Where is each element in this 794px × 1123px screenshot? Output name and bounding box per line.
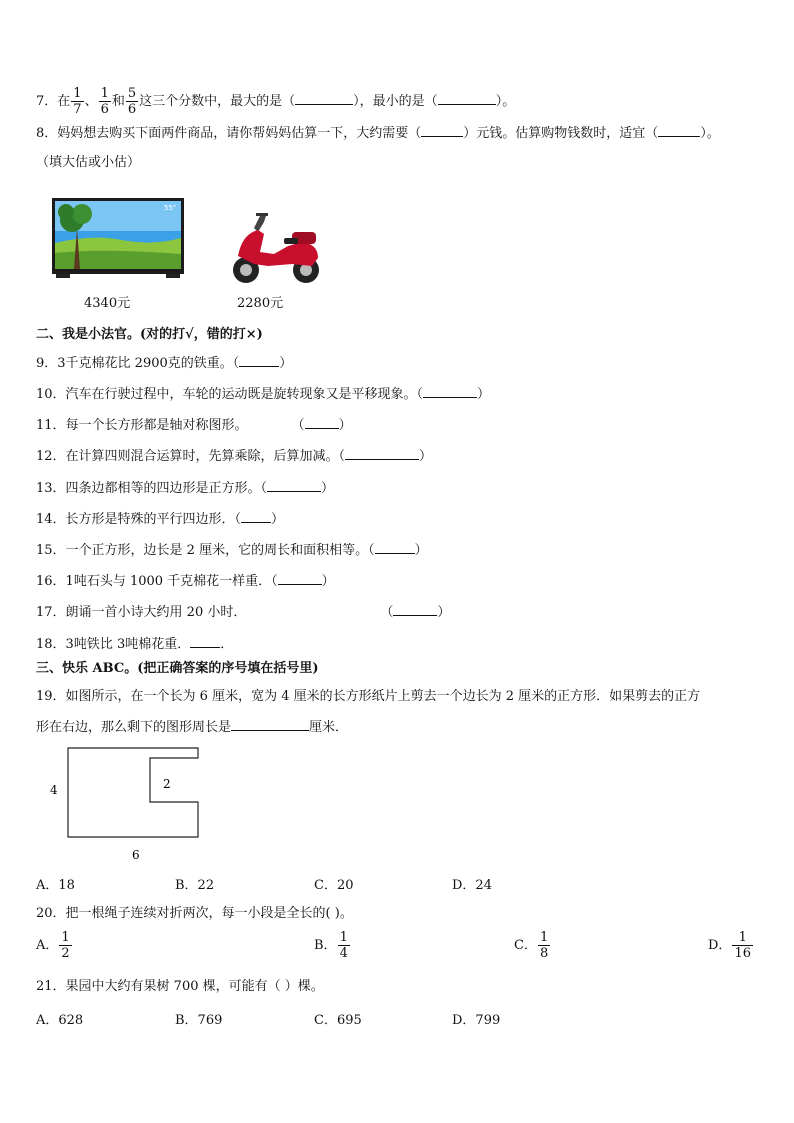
q-text: 15．一个正方形，边长是 2 厘米，它的周长和面积相等。（ — [36, 543, 375, 558]
q-end: ） — [338, 418, 352, 433]
question-18 — [36, 635, 233, 654]
q7-comma: 、 — [84, 94, 98, 109]
question-19: 19．如图所示，在一个长为 6 厘米，宽为 4 厘米的长方形纸片上剪去一个边长为 2 厘米的正方形．如果剪去的正方 — [36, 689, 701, 704]
tv-price: 4340元 — [84, 296, 131, 311]
q-text: 17．朗诵一首小诗大约用 20 小时． — [36, 605, 247, 620]
answer-blank[interactable] — [241, 510, 271, 523]
q20-option-c[interactable] — [514, 930, 551, 961]
option-label: B． — [314, 938, 337, 953]
q8-end: ）。 — [700, 126, 720, 141]
q7-prefix: 7．在 — [36, 94, 71, 109]
q7-end: ）。 — [495, 94, 516, 109]
q-end: ） — [271, 512, 285, 527]
tv-image — [52, 198, 184, 282]
scooter-price: 2280元 — [237, 296, 284, 311]
option-label: A． — [36, 938, 59, 953]
answer-blank[interactable] — [421, 124, 463, 137]
question-10 — [36, 385, 490, 404]
q21-option-c[interactable]: C．695 — [314, 1013, 362, 1028]
fraction-1-7 — [71, 86, 83, 117]
frac-den: 8 — [539, 946, 549, 961]
answer-blank[interactable] — [295, 92, 353, 105]
option-label: C． — [514, 938, 537, 953]
fraction-1-2 — [59, 930, 71, 961]
question-15 — [36, 541, 428, 560]
scooter-image — [228, 208, 324, 288]
question-21: 21．果园中大约有果树 700 棵，可能有（ ）棵。 — [36, 979, 324, 994]
question-9 — [36, 354, 292, 373]
fraction-1-8 — [538, 930, 550, 961]
fraction-1-16 — [732, 930, 753, 961]
question-20: 20．把一根绳子连续对折两次，每一小段是全长的( )。 — [36, 906, 353, 921]
fraction-1-4 — [338, 930, 350, 961]
answer-blank[interactable] — [375, 541, 415, 554]
q-end: ． — [220, 637, 234, 652]
q-open: （ — [291, 418, 305, 433]
q20-option-b[interactable] — [314, 930, 351, 961]
q19-option-a[interactable]: A．18 — [36, 878, 75, 893]
answer-blank[interactable] — [305, 416, 339, 429]
frac-num: 1 — [61, 930, 70, 945]
q-end: ） — [321, 481, 335, 496]
q-end: ） — [477, 387, 491, 402]
question-8-hint: （填大估或小估） — [36, 155, 141, 170]
frac-num: 1 — [539, 930, 549, 945]
q-text: 9．3千克棉花比 2900克的铁重。（ — [36, 356, 240, 371]
frac-num: 5 — [127, 86, 137, 101]
q21-option-d[interactable]: D．799 — [452, 1013, 501, 1028]
q7-text: 这三个分数中，最大的是（ — [139, 94, 296, 109]
answer-blank[interactable] — [423, 385, 477, 398]
q-text: 11．每一个长方形都是轴对称图形。 — [36, 418, 248, 433]
answer-blank[interactable] — [393, 603, 437, 616]
q-text: 形在右边，那么剩下的图形周长是 — [36, 720, 232, 735]
q19-figure — [44, 744, 214, 864]
q20-option-d[interactable] — [708, 930, 754, 961]
q21-option-a[interactable]: A．628 — [36, 1013, 84, 1028]
q-end: ） — [414, 543, 428, 558]
figure-label-square: 2 — [163, 777, 171, 791]
q-end: ） — [321, 574, 335, 589]
question-14 — [36, 510, 284, 529]
frac-den: 6 — [127, 102, 137, 117]
q-end: ） — [437, 605, 451, 620]
frac-den: 16 — [734, 946, 751, 961]
frac-num: 1 — [339, 930, 348, 945]
answer-blank[interactable] — [267, 479, 321, 492]
question-11 — [36, 416, 352, 435]
answer-blank[interactable] — [658, 124, 700, 137]
figure-label-length: 6 — [132, 848, 140, 862]
q-open: （ — [380, 605, 394, 620]
q7-he: 和 — [111, 94, 125, 109]
frac-den: 7 — [73, 102, 82, 117]
q-text: 13．四条边都相等的四边形是正方形。（ — [36, 481, 268, 496]
frac-den: 4 — [339, 946, 348, 961]
q-text: 12．在计算四则混合运算时，先算乘除，后算加减。（ — [36, 449, 346, 464]
q20-option-a[interactable] — [36, 930, 73, 961]
fraction-1-6 — [99, 86, 111, 117]
section-2-title: 二、我是小法官。(对的打√，错的打×) — [36, 327, 263, 342]
frac-num: 1 — [100, 86, 109, 101]
q8-mid: ）元钱。估算购物钱数时，适宜（ — [463, 126, 659, 141]
answer-blank[interactable] — [438, 92, 496, 105]
option-label: D． — [708, 938, 732, 953]
q-end: ） — [279, 356, 293, 371]
q8-text: 8．妈妈想去购买下面两件商品，请你帮妈妈估算一下，大约需要（ — [36, 126, 422, 141]
answer-blank[interactable] — [278, 572, 322, 585]
tv-size-badge: 55" — [164, 204, 177, 212]
question-19-line2 — [36, 718, 348, 737]
frac-den: 2 — [61, 946, 70, 961]
question-13 — [36, 479, 334, 498]
question-7 — [36, 86, 515, 117]
q-end: ） — [419, 449, 433, 464]
answer-blank[interactable] — [239, 354, 279, 367]
figure-label-width: 4 — [50, 783, 58, 797]
q-text: 18．3吨铁比 3吨棉花重． — [36, 637, 191, 652]
question-16 — [36, 572, 335, 591]
section-3-title: 三、快乐 ABC。(把正确答案的序号填在括号里) — [36, 661, 319, 676]
frac-num: 1 — [73, 86, 82, 101]
q-text: 14．长方形是特殊的平行四边形．（ — [36, 512, 242, 527]
question-12 — [36, 447, 432, 466]
frac-num: 1 — [732, 930, 753, 946]
q-text: 10．汽车在行驶过程中，车轮的运动既是旋转现象又是平移现象。（ — [36, 387, 424, 402]
q19-option-d[interactable]: D．24 — [452, 878, 492, 893]
answer-blank[interactable] — [190, 635, 220, 648]
answer-blank[interactable] — [231, 718, 309, 731]
q19-option-b[interactable]: B．22 — [175, 878, 215, 893]
answer-blank[interactable] — [345, 447, 419, 460]
question-8 — [36, 124, 720, 143]
q19-option-c[interactable]: C．20 — [314, 878, 354, 893]
question-17 — [36, 603, 450, 622]
q21-option-b[interactable]: B．769 — [175, 1013, 223, 1028]
q7-mid: ），最小的是（ — [353, 94, 438, 109]
fraction-5-6 — [126, 86, 138, 117]
frac-den: 6 — [100, 102, 109, 117]
q-end: 厘米． — [309, 720, 349, 735]
q-text: 16．1吨石头与 1000 千克棉花一样重．（ — [36, 574, 278, 589]
